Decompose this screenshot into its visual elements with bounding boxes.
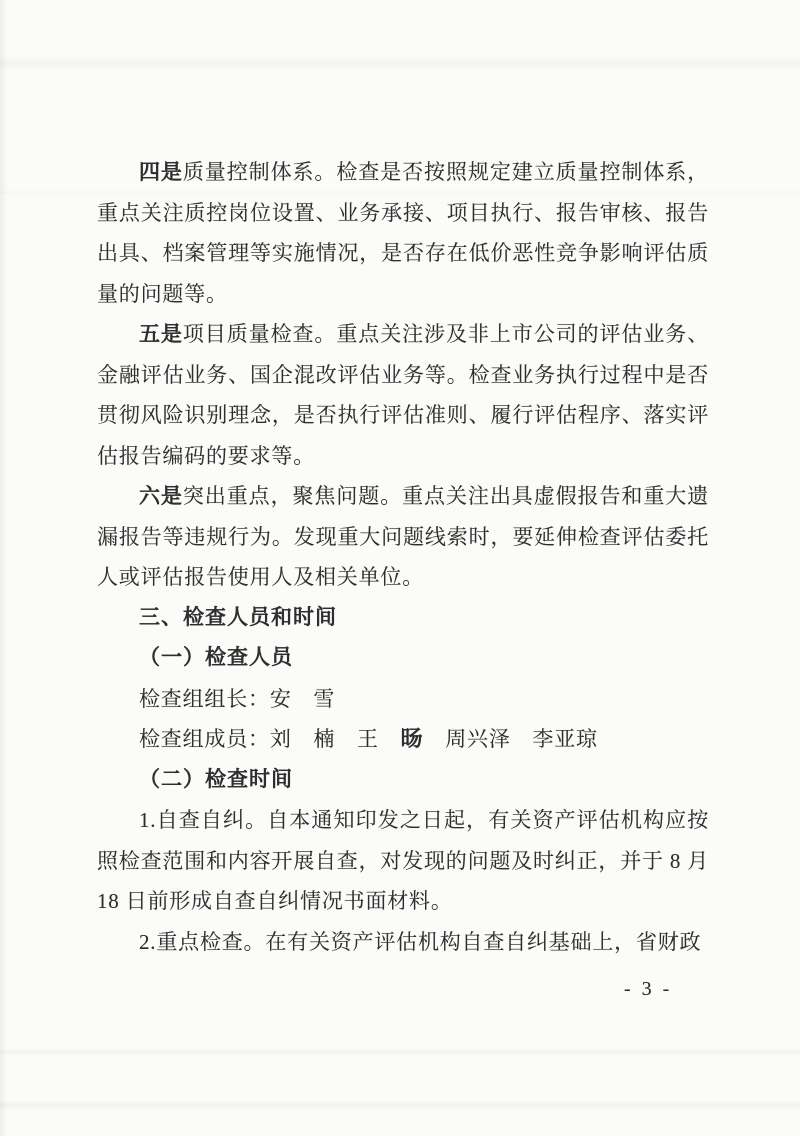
leader-name: 安 雪	[269, 686, 336, 711]
paragraph-text: 突出重点，聚焦问题。重点关注出具虚假报告和重大遗漏报告等违规行为。发现重大问题线索时，要延伸检查评估委托人或评估报告使用人及相关单位。	[97, 484, 709, 589]
paragraph-lead: 四是	[139, 160, 183, 184]
inspection-members-line	[97, 719, 709, 760]
members-names: 周兴泽 李亚琼	[423, 727, 598, 751]
members-names: 刘 楠 王	[269, 727, 401, 751]
paragraph-project-quality	[97, 314, 709, 476]
page-number: - 3 -	[624, 978, 673, 1000]
subsection-heading-personnel: （一）检查人员	[139, 646, 293, 669]
section-heading-personnel-time: 三、检查人员和时间	[139, 605, 337, 629]
scan-artifact-streak	[0, 0, 8, 1136]
paragraph-lead: 五是	[139, 322, 183, 346]
paragraph-text: 项目质量检查。重点关注涉及非上市公司的评估业务、金融评估业务、国企混改评估业务等。检查业务执行过程中是否贯彻风险识别理念，是否执行评估准则、履行评估程序、落实评估报告编码的要求等。	[97, 322, 709, 468]
paragraph-text: 质量控制体系。检查是否按照规定建立质量控制体系，重点关注质控岗位设置、业务承接、项目执行、报告审核、报告出具、档案管理等实施情况，是否存在低价恶性竞争影响评估质量的问题等。	[97, 160, 709, 306]
scan-artifact-band	[0, 1048, 800, 1056]
subsection-heading-time: （二）检查时间	[139, 767, 293, 791]
leader-label: 检查组组长：	[139, 686, 270, 711]
paragraph-quality-control	[97, 152, 709, 314]
member-name-special-glyph: 旸	[400, 726, 424, 751]
document-body	[97, 152, 709, 962]
time-item-key-inspection: 2.重点检查。在有关资产评估机构自查自纠基础上，省财政	[139, 929, 702, 954]
paragraph-lead: 六是	[139, 484, 183, 508]
time-item-self-check: 1.自查自纠。自本通知印发之日起，有关资产评估机构应按照检查范围和内容开展自查，对发现的问题及时纠正，并于 8 月 18 日前形成自查自纠情况书面材料。	[97, 808, 709, 913]
scan-artifact-band	[0, 56, 800, 70]
scan-artifact-band	[0, 1100, 800, 1110]
paragraph-key-focus	[97, 476, 709, 598]
inspection-leader-line	[97, 679, 709, 720]
members-label: 检查组成员：	[139, 727, 270, 751]
